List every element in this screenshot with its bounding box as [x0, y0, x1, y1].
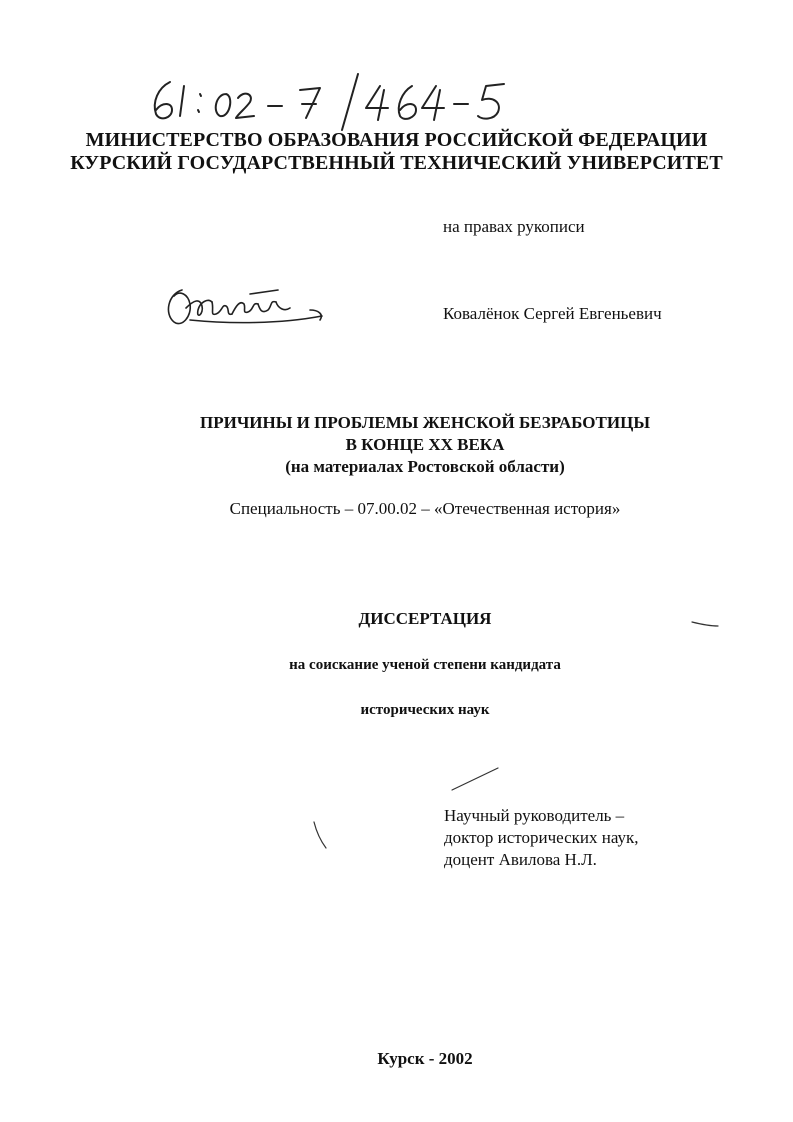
handwritten-archive-code — [140, 72, 540, 132]
manuscript-note: на правах рукописи — [443, 217, 585, 236]
title-line-1: ПРИЧИНЫ И ПРОБЛЕМЫ ЖЕНСКОЙ БЕЗРАБОТИЦЫ — [199, 413, 651, 432]
speciality: Специальность – 07.00.02 – «Отечественная история» — [229, 499, 621, 518]
dissertation-title — [0, 412, 793, 478]
document-type: ДИССЕРТАЦИЯ — [358, 609, 492, 628]
university-heading: КУРСКИЙ ГОСУДАРСТВЕННЫЙ ТЕХНИЧЕСКИЙ УНИВЕРСИТЕТ — [70, 152, 723, 174]
degree-line-1: на соискание ученой степени кандидата — [289, 657, 561, 673]
author-name: Ковалёнок Сергей Евгеньевич — [443, 304, 662, 323]
supervisor-line-3: доцент Авилова Н.Л. — [444, 850, 597, 869]
supervisor-line-2: доктор исторических наук, — [444, 828, 639, 847]
handwritten-code-text: 61:02-7/464-5 — [140, 72, 146, 73]
author-signature — [160, 280, 330, 335]
ministry-heading: МИНИСТЕРСТВО ОБРАЗОВАНИЯ РОССИЙСКОЙ ФЕДЕРАЦИИ — [85, 129, 708, 151]
title-line-3: (на материалах Ростовской области) — [285, 457, 565, 476]
title-line-2: В КОНЦЕ XX ВЕКА — [345, 435, 505, 454]
signature-text: Ковалёнок — [160, 280, 165, 281]
supervisor-block — [444, 805, 639, 871]
degree-line-2: исторических наук — [360, 702, 490, 718]
supervisor-line-1: Научный руководитель – — [444, 806, 625, 825]
city-year: Курск - 2002 — [377, 1049, 473, 1068]
